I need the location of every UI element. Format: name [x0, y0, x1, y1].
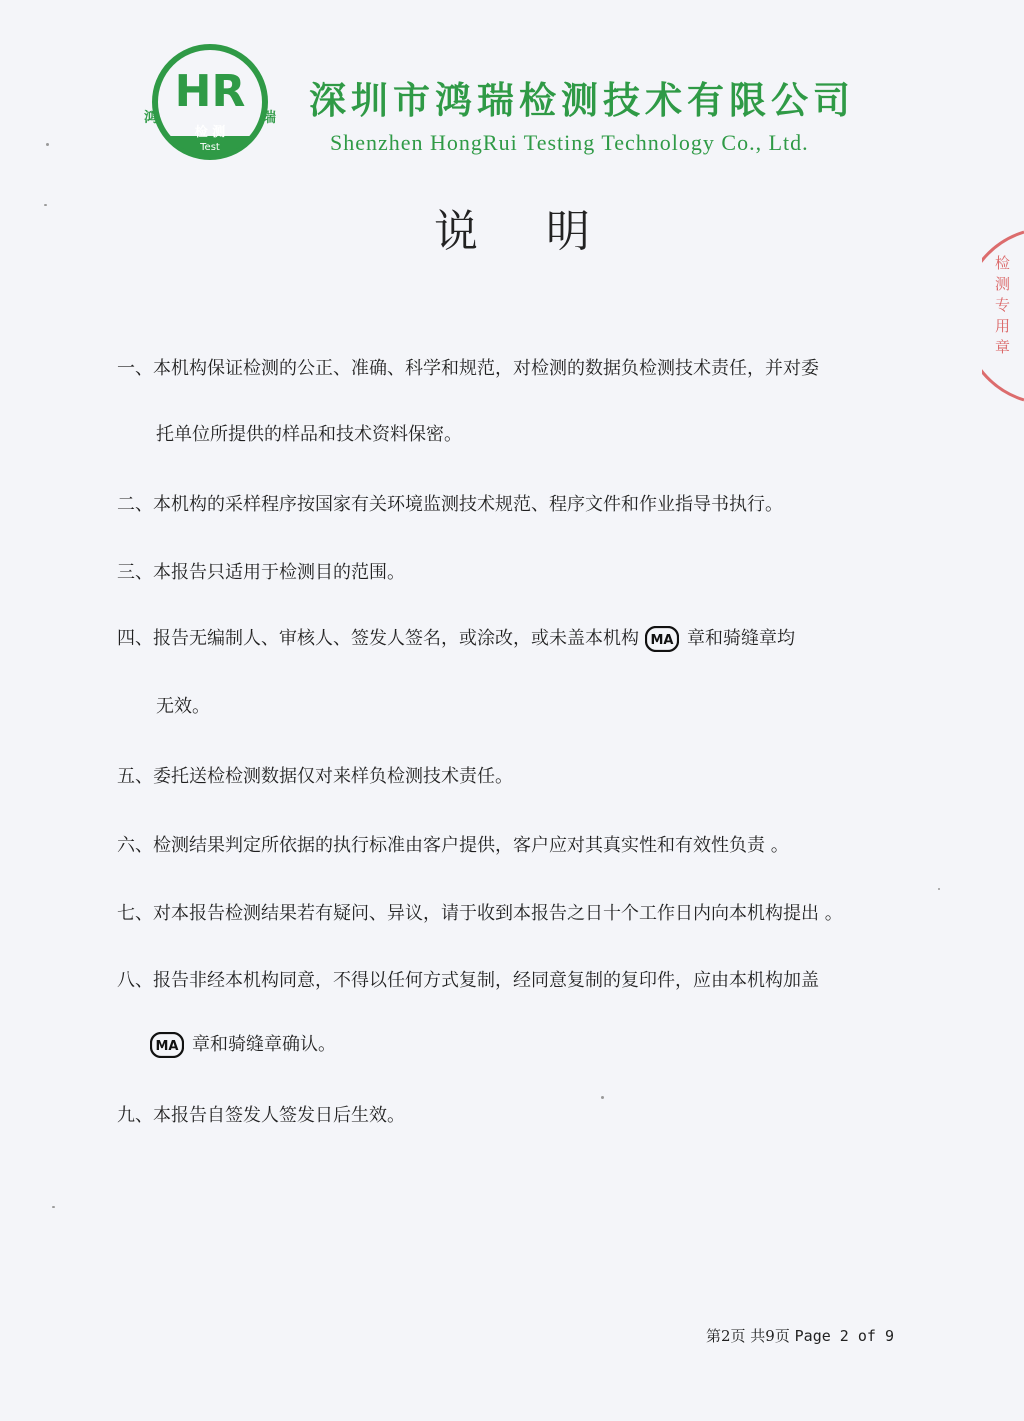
clause-6: 六、检测结果判定所依据的执行标准由客户提供，客户应对其真实性和有效性负责 。 [117, 835, 789, 856]
clause-4-text-before: 四、报告无编制人、审核人、签发人签名，或涂改，或未盖本机构 [117, 628, 639, 649]
logo-mid-text: 检 测 [194, 125, 226, 140]
scan-speck [52, 1206, 55, 1208]
svg-text:MA: MA [650, 633, 674, 648]
seal-stamp-text: 检测专用章 [993, 255, 1011, 360]
clause-4-text-after: 章和骑缝章均 [687, 628, 795, 649]
logo-right-char: 瑞 [262, 110, 276, 126]
hongrui-logo [140, 44, 280, 166]
clause-5: 五、委托送检检测数据仅对来样负检测技术责任。 [117, 766, 513, 787]
scan-speck [46, 143, 49, 146]
page-footer [706, 1325, 894, 1346]
clause-1-line-1: 一、本机构保证检测的公正、准确、科学和规范，对检测的数据负检测技术责任，并对委 [117, 358, 819, 379]
clause-4-line-2: 无效。 [156, 696, 210, 717]
logo-sub-text: Test [200, 142, 220, 153]
cma-mark-icon [645, 626, 679, 652]
company-name-en: Shenzhen HongRui Testing Technology Co., Ltd. [330, 130, 809, 155]
company-name-cn: 深圳市鸿瑞检测技术有限公司 [309, 79, 855, 122]
clause-3: 三、本报告只适用于检测目的范围。 [117, 562, 405, 583]
scan-speck [44, 204, 47, 206]
scan-speck [601, 1096, 604, 1099]
page-number-en: Page 2 of 9 [794, 1327, 894, 1345]
clause-4-line-1 [117, 624, 795, 652]
page-number-cn: 第2页 共9页 [706, 1327, 790, 1345]
scan-speck [938, 888, 940, 890]
clause-7: 七、对本报告检测结果若有疑问、异议，请于收到本报告之日十个工作日内向本机构提出 。 [117, 903, 843, 924]
clause-8-text-after: 章和骑缝章确认。 [192, 1034, 336, 1055]
clause-1-line-2: 托单位所提供的样品和技术资料保密。 [156, 424, 462, 445]
logo-letters: HR [174, 66, 246, 117]
clause-2: 二、本机构的采样程序按国家有关环境监测技术规范、程序文件和作业指导书执行。 [117, 494, 783, 515]
clause-8-line-2 [150, 1030, 336, 1058]
svg-text:MA: MA [155, 1039, 179, 1054]
clause-8-line-1: 八、报告非经本机构同意，不得以任何方式复制，经同意复制的复印件，应由本机构加盖 [117, 970, 819, 991]
clause-9: 九、本报告自签发人签发日后生效。 [117, 1105, 405, 1126]
page-title: 说明 [434, 206, 658, 257]
logo-left-char: 鸿 [144, 110, 158, 126]
cma-mark-icon [150, 1032, 184, 1058]
